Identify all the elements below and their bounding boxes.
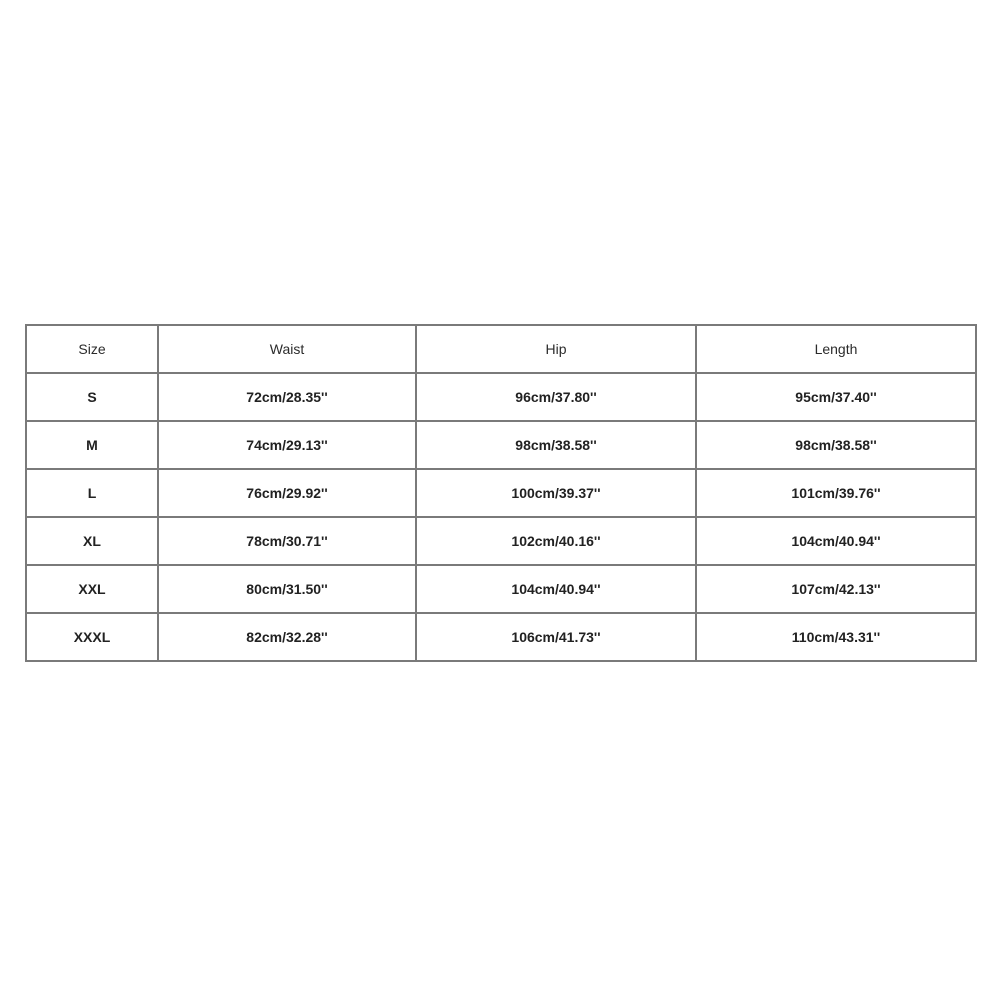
length-cell: 98cm/38.58'' — [696, 421, 976, 469]
size-cell: XXL — [26, 565, 158, 613]
table-header-row — [26, 325, 976, 373]
size-cell: M — [26, 421, 158, 469]
header-hip: Hip — [416, 325, 696, 373]
hip-cell: 98cm/38.58'' — [416, 421, 696, 469]
size-chart-table — [25, 324, 977, 662]
header-size: Size — [26, 325, 158, 373]
hip-cell: 96cm/37.80'' — [416, 373, 696, 421]
length-cell: 101cm/39.76'' — [696, 469, 976, 517]
table-row — [26, 469, 976, 517]
size-cell: S — [26, 373, 158, 421]
waist-cell: 82cm/32.28'' — [158, 613, 416, 661]
table-row — [26, 421, 976, 469]
header-length: Length — [696, 325, 976, 373]
waist-cell: 74cm/29.13'' — [158, 421, 416, 469]
length-cell: 104cm/40.94'' — [696, 517, 976, 565]
hip-cell: 100cm/39.37'' — [416, 469, 696, 517]
header-waist: Waist — [158, 325, 416, 373]
table-row — [26, 373, 976, 421]
waist-cell: 78cm/30.71'' — [158, 517, 416, 565]
waist-cell: 72cm/28.35'' — [158, 373, 416, 421]
table-row — [26, 613, 976, 661]
hip-cell: 102cm/40.16'' — [416, 517, 696, 565]
size-cell: L — [26, 469, 158, 517]
size-cell: XL — [26, 517, 158, 565]
size-cell: XXXL — [26, 613, 158, 661]
length-cell: 107cm/42.13'' — [696, 565, 976, 613]
waist-cell: 76cm/29.92'' — [158, 469, 416, 517]
waist-cell: 80cm/31.50'' — [158, 565, 416, 613]
length-cell: 95cm/37.40'' — [696, 373, 976, 421]
length-cell: 110cm/43.31'' — [696, 613, 976, 661]
table-row — [26, 565, 976, 613]
table-row — [26, 517, 976, 565]
hip-cell: 106cm/41.73'' — [416, 613, 696, 661]
hip-cell: 104cm/40.94'' — [416, 565, 696, 613]
